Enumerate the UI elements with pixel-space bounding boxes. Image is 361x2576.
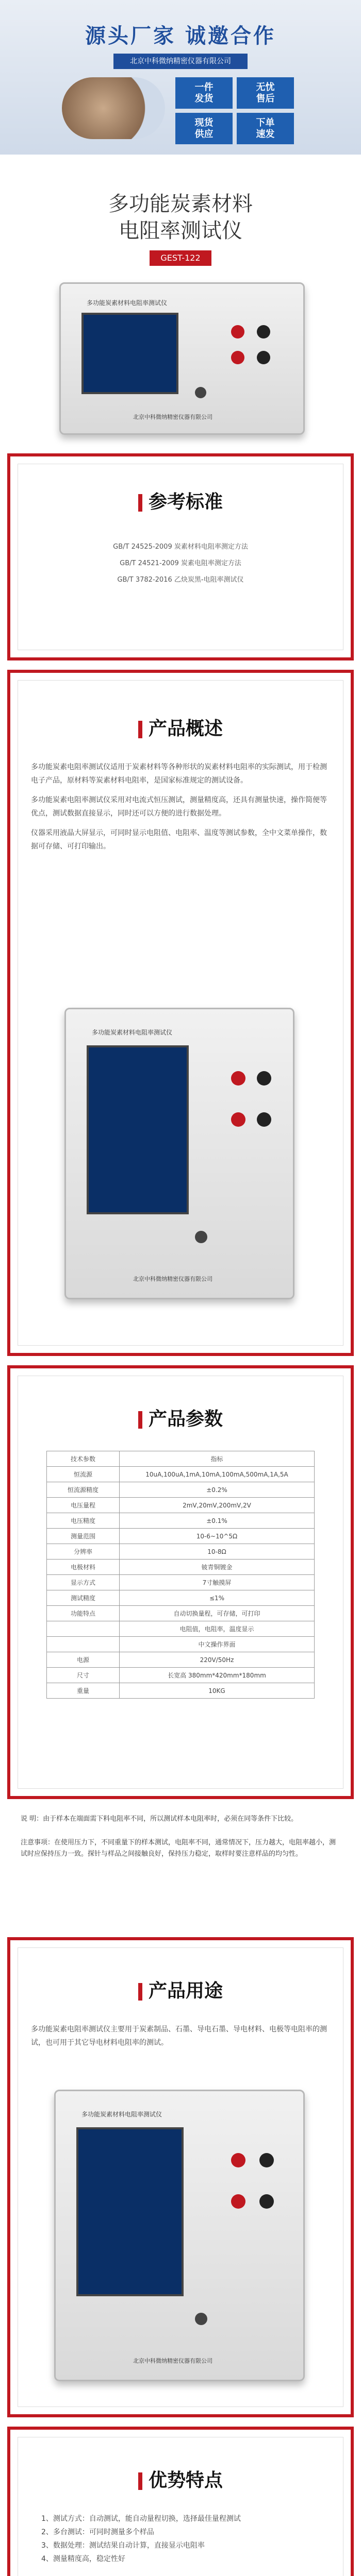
param-value: 220V/50Hz — [120, 1652, 315, 1668]
table-row — [47, 1668, 315, 1683]
param-key — [47, 1621, 120, 1637]
table-row — [47, 1498, 315, 1513]
param-value: 2mV,20mV,200mV,2V — [120, 1498, 315, 1513]
model-badge: GEST-122 — [150, 250, 211, 266]
params-table — [46, 1451, 315, 1699]
param-value: 7寸触摸屏 — [120, 1575, 315, 1590]
advantages-title-text: 优势特点 — [148, 2470, 223, 2491]
overview-section — [7, 670, 354, 1356]
advantages-title — [10, 2466, 351, 2492]
tile-ship: 一件 发货 — [175, 77, 233, 109]
param-value: 铍青铜镀金 — [120, 1560, 315, 1575]
standards-title-text: 参考标准 — [148, 492, 223, 513]
param-value: 10uA,100uA,1mA,10mA,100mA,500mA,1A,5A — [120, 1467, 315, 1482]
param-value: 10-8Ω — [120, 1544, 315, 1560]
param-key: 电源 — [47, 1652, 120, 1668]
standards-list — [10, 539, 351, 588]
title-bar-icon — [138, 721, 142, 738]
terminal-icon — [257, 325, 270, 338]
power-switch-icon — [195, 387, 206, 398]
table-row — [47, 1637, 315, 1652]
param-key — [47, 1637, 120, 1652]
device-image-overview — [64, 1008, 294, 1299]
terminal-icon — [259, 2153, 274, 2167]
device-panel-title: 多功能炭素材料电阻率测试仪 — [92, 1029, 173, 1036]
overview-paragraph: 仪器采用液晶大屏显示，可同时显示电阻值、电阻率、温度等测试参数，全中文菜单操作，数据可存储、可打印输出。 — [31, 829, 327, 851]
overview-paragraph: 多功能炭素电阻率测试仪适用于炭素材料等各种形状的炭素材料电阻率的实际测试，用于检测电子产品，原材料等炭素材料电阻率，是国家标准规定的测试设备。 — [31, 763, 327, 785]
terminal-icon — [231, 2194, 245, 2209]
param-key: 电极材料 — [47, 1560, 120, 1575]
table-row — [47, 1560, 315, 1575]
device-screen — [81, 313, 178, 394]
service-tiles — [175, 77, 294, 144]
standard-item: GB/T 24521-2009 炭素电阻率测定方法 — [120, 560, 241, 567]
terminal-icon — [259, 2194, 274, 2209]
tile-aftersale: 无忧 售后 — [237, 77, 294, 109]
terminal-icon — [257, 1071, 271, 1086]
product-title-line2: 电阻率测试仪 — [119, 219, 242, 243]
tile-stock: 现货 供应 — [175, 113, 233, 144]
device-screen — [87, 1045, 189, 1214]
param-key: 电压量程 — [47, 1498, 120, 1513]
param-key: 显示方式 — [47, 1575, 120, 1590]
param-value: 长宽高 380mm*420mm*180mm — [120, 1668, 315, 1683]
advantages-list — [41, 2512, 330, 2566]
param-value: ±0.2% — [120, 1482, 315, 1498]
slogan: 源头厂家 诚邀合作 — [85, 24, 276, 48]
params-title — [10, 1404, 351, 1431]
param-value: 10-6~10^5Ω — [120, 1529, 315, 1544]
tile-fast: 下单 速发 — [237, 113, 294, 144]
table-row — [47, 1652, 315, 1668]
note-caution: 注意事项：在使用压力下，不同重量下的样本测试，电阻率不同，通常情况下，压力越大，电阻率越小，测试时应保持压力一致。探针与样品之间接触良好，保持压力稳定，取样时要注意样品的均匀性。 — [21, 1839, 336, 1858]
table-header-cell: 指标 — [120, 1451, 315, 1467]
param-key: 分辨率 — [47, 1544, 120, 1560]
standards-title — [10, 487, 351, 514]
advantage-item: 2、多台测试：可同时测量多个样品 — [41, 2528, 154, 2536]
table-row — [47, 1590, 315, 1606]
device-screen — [76, 2127, 184, 2296]
param-key: 恒流源精度 — [47, 1482, 120, 1498]
device-panel-title: 多功能炭素材料电阻率测试仪 — [87, 299, 168, 307]
device-brand: 北京中科微纳精密仪器有限公司 — [133, 2358, 212, 2364]
overview-paragraph: 多功能炭素电阻率测试仪采用对电流式恒压测试，测量精度高，还具有测量快速，操作简便等优点，测试数据直接显示，同时还可以方便的进行数据处理。 — [31, 796, 327, 818]
advantage-item: 1、测试方式：自动测试，能自动量程切换，选择最佳量程测试 — [41, 2515, 241, 2523]
power-switch-icon — [195, 1231, 207, 1243]
param-value: 电阻值，电阻率，温度显示 — [120, 1621, 315, 1637]
standard-item: GB/T 24525-2009 炭素材料电阻率测定方法 — [113, 543, 248, 551]
table-row — [47, 1482, 315, 1498]
terminal-icon — [231, 325, 244, 338]
table-row — [47, 1683, 315, 1699]
product-title-line1: 多功能炭素材料 — [108, 192, 253, 216]
device-image-application — [54, 2090, 305, 2381]
application-title-text: 产品用途 — [148, 1980, 223, 2002]
table-row — [47, 1606, 315, 1621]
overview-title-text: 产品概述 — [148, 718, 223, 739]
advantage-item: 4、测量精度高，稳定性好 — [41, 2555, 125, 2563]
overview-title — [10, 714, 351, 740]
handshake-image — [62, 77, 165, 139]
application-title — [10, 1976, 351, 2003]
table-header-cell: 技术参数 — [47, 1451, 120, 1467]
table-header-row — [47, 1451, 315, 1467]
company-name: 北京中科微纳精密仪器有限公司 — [113, 54, 248, 69]
standard-item: GB/T 3782-2016 乙炔炭黑-电阻率测试仪 — [117, 576, 244, 584]
table-row — [47, 1621, 315, 1637]
terminal-icon — [231, 1071, 245, 1086]
advantage-item: 3、数据处理：测试结果自动计算，直接显示电阻率 — [41, 2541, 205, 2550]
title-bar-icon — [138, 2472, 142, 2490]
param-value: 10KG — [120, 1683, 315, 1699]
title-bar-icon — [138, 494, 142, 512]
param-value: 自动切换量程，可存储，可打印 — [120, 1606, 315, 1621]
device-brand: 北京中科微纳精密仪器有限公司 — [133, 414, 212, 420]
note-description: 说 明：由于样本在端面需下料电阻率不同，所以测试样本电阻率时，必须在同等条件下比较。 — [21, 1815, 298, 1823]
param-key: 电压精度 — [47, 1513, 120, 1529]
param-key: 恒流源 — [47, 1467, 120, 1482]
notes-block — [21, 1814, 340, 1860]
param-key: 测量范围 — [47, 1529, 120, 1544]
param-key: 尺寸 — [47, 1668, 120, 1683]
terminal-icon — [257, 351, 270, 364]
table-row — [47, 1529, 315, 1544]
application-text: 多功能炭素电阻率测试仪主要用于炭素制品、石墨、导电石墨、导电材料、电极等电阻率的测试，也可用于其它导电材料电阻率的测试。 — [31, 2025, 327, 2047]
title-bar-icon — [138, 1411, 142, 1429]
param-key: 测试精度 — [47, 1590, 120, 1606]
application-section — [7, 1937, 354, 2417]
param-value: ±0.1% — [120, 1513, 315, 1529]
overview-text — [31, 760, 330, 853]
param-key: 重量 — [47, 1683, 120, 1699]
param-key: 功能特点 — [47, 1606, 120, 1621]
power-switch-icon — [195, 2313, 207, 2325]
device-image-hero — [59, 282, 305, 435]
param-value: 中文操作界面 — [120, 1637, 315, 1652]
param-value: ≤1% — [120, 1590, 315, 1606]
table-row — [47, 1467, 315, 1482]
terminal-icon — [231, 1112, 245, 1127]
device-brand: 北京中科微纳精密仪器有限公司 — [133, 1276, 212, 1282]
terminal-icon — [231, 2153, 245, 2167]
table-row — [47, 1575, 315, 1590]
advantages-section — [7, 2427, 354, 2576]
terminal-icon — [231, 351, 244, 364]
product-title — [0, 191, 361, 244]
title-bar-icon — [138, 1983, 142, 2001]
params-section — [7, 1365, 354, 1799]
terminal-icon — [257, 1112, 271, 1127]
standards-section — [7, 453, 354, 660]
params-title-text: 产品参数 — [148, 1409, 223, 1430]
table-row — [47, 1513, 315, 1529]
table-row — [47, 1544, 315, 1560]
device-panel-title: 多功能炭素材料电阻率测试仪 — [81, 2111, 162, 2118]
